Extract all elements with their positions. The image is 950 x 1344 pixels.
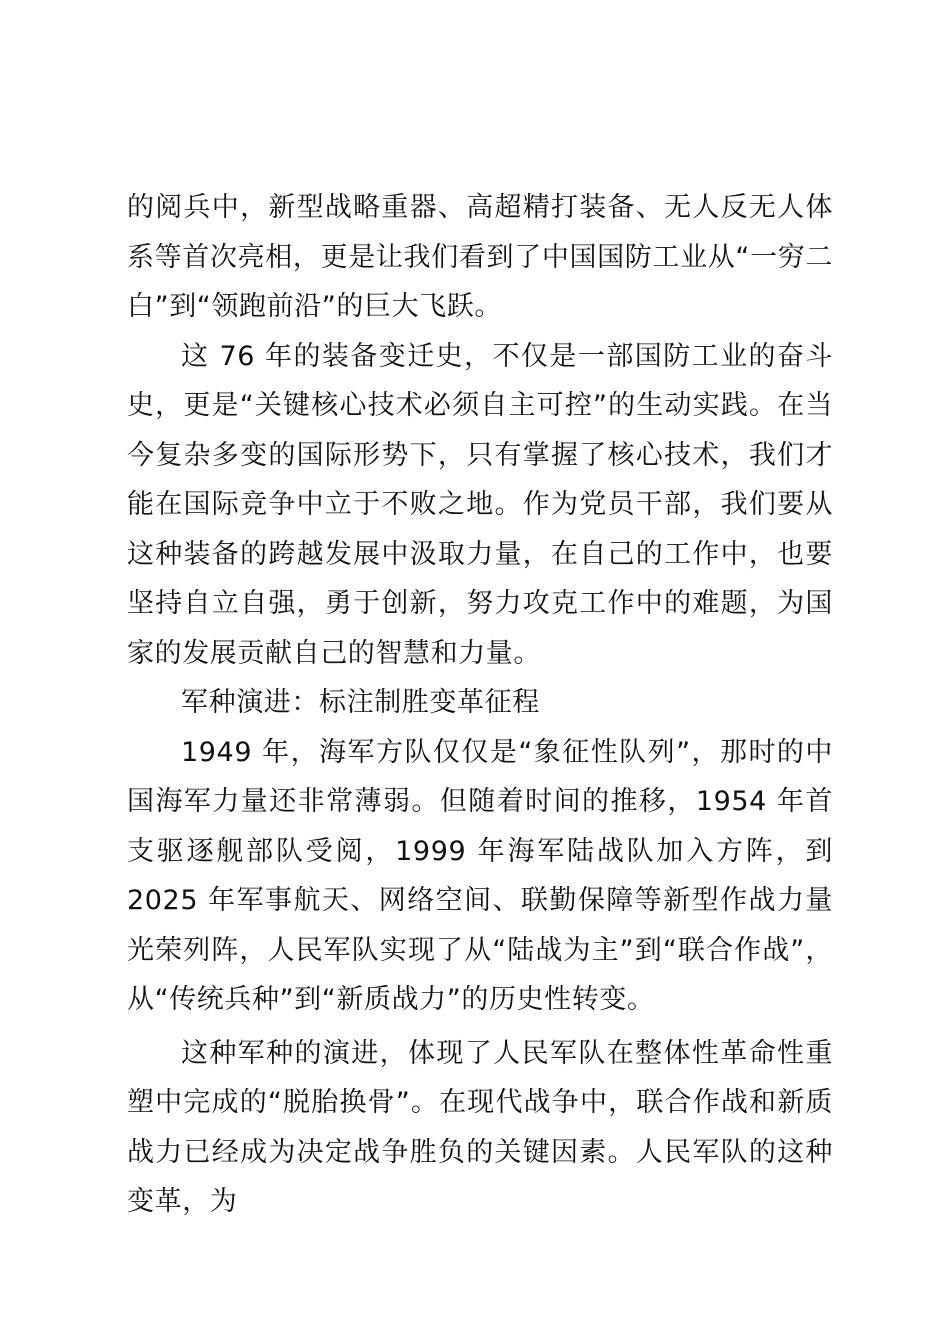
paragraph-equipment-history: 这 76 年的装备变迁史，不仅是一部国防工业的奋斗史，更是“关键核心技术必须自主可控”的生动实践。在当今复杂多变的国际形势下，只有掌握了核心技术，我们才能在国际竞争中立于不败之地。作为党员干部，我们要从这种装备的跨越发展中汲取力量，在自己的工作中，也要坚持自立自强，勇于创新，努力攻克工作中的难题，为国家的发展贡献自己的智慧和力量。 [127,340,833,669]
paragraph-navy-evolution: 1949 年，海军方队仅仅是“象征性队列”，那时的中国海军力量还非常薄弱。但随着时间的推移，1954 年首支驱逐舰部队受阅，1999 年海军陆战队加入方阵，到 2025 年军事航天、网络空间、联勤保障等新型作战力量光荣列阵，人民军队实现了从“陆战为主”到“联合作战”，从“传统兵种”到“新质战力”的历史性转变。 [127,736,833,1015]
paragraph-service-evolution: 这种军种的演进，体现了人民军队在整体性革命性重塑中完成的“脱胎换骨”。在现代战争中，联合作战和新质战力已经成为决定战争胜负的关键因素。人民军队的这种变革，为 [127,1037,833,1217]
document-body [127,183,833,1227]
section-heading: 军种演进：标注制胜变革征程 [181,687,540,718]
paragraph-continuation: 的阅兵中，新型战略重器、高超精打装备、无人反无人体系等首次亮相，更是让我们看到了中国国防工业从“一穷二白”到“领跑前沿”的巨大飞跃。 [127,192,833,322]
